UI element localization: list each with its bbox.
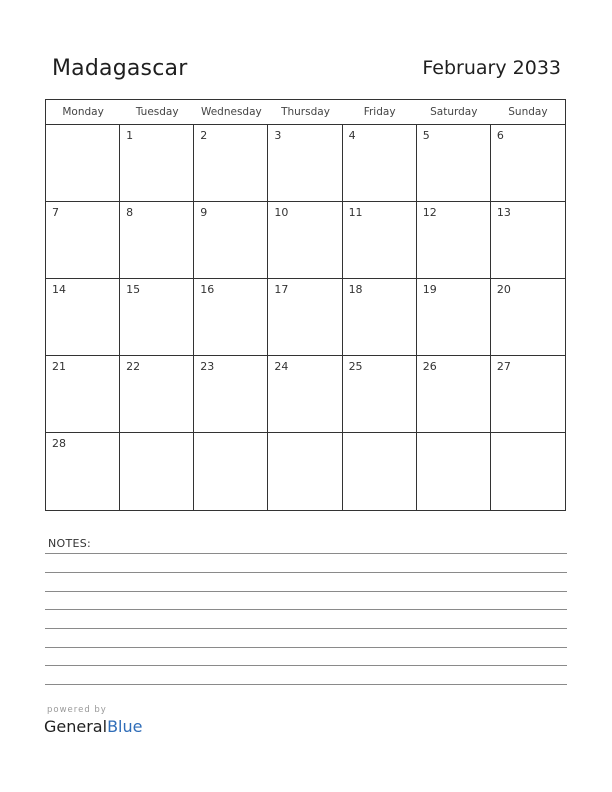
day-cell — [194, 125, 268, 202]
weekday-friday: Friday — [363, 106, 396, 118]
day-number: 20 — [496, 283, 511, 296]
day-number: 23 — [200, 360, 215, 373]
day-number: 1 — [126, 129, 134, 142]
day-cell — [120, 433, 194, 510]
day-cell — [417, 356, 491, 433]
note-line — [45, 684, 567, 685]
day-cell — [46, 202, 120, 279]
day-cell — [120, 279, 194, 356]
day-cell — [46, 433, 120, 510]
day-cell — [46, 279, 120, 356]
day-cell — [194, 356, 268, 433]
day-cell — [120, 356, 194, 433]
day-cell — [491, 202, 565, 279]
day-number: 26 — [422, 360, 437, 373]
day-number: 22 — [126, 360, 141, 373]
brand-blue: Blue — [107, 717, 143, 736]
day-cell — [46, 125, 120, 202]
notes-label: NOTES: — [48, 537, 92, 550]
day-cell — [343, 125, 417, 202]
day-number: 24 — [274, 360, 289, 373]
day-cell — [417, 279, 491, 356]
day-cell — [268, 202, 342, 279]
day-cell — [417, 433, 491, 510]
day-number: 21 — [52, 360, 66, 373]
day-number: 7 — [52, 206, 59, 219]
day-number: 12 — [422, 206, 437, 219]
note-line — [45, 628, 567, 629]
note-line — [45, 665, 567, 666]
day-number: 2 — [200, 129, 208, 142]
day-number: 28 — [52, 437, 66, 450]
note-line — [45, 553, 567, 554]
weekday-monday: Monday — [62, 106, 104, 118]
day-cell — [343, 356, 417, 433]
day-cell — [194, 279, 268, 356]
day-number: 8 — [126, 206, 134, 219]
note-line — [45, 591, 567, 592]
brand-general: General — [44, 717, 108, 736]
note-line — [45, 647, 567, 648]
day-number: 14 — [52, 283, 66, 296]
weekday-thursday: Thursday — [281, 106, 330, 118]
day-cell — [268, 433, 342, 510]
calendar-days — [46, 125, 565, 510]
weekday-wednesday: Wednesday — [200, 106, 262, 118]
note-line — [45, 572, 567, 573]
day-number: 19 — [422, 283, 437, 296]
powered-by-text: powered by — [47, 705, 107, 715]
day-cell — [417, 202, 491, 279]
day-number: 16 — [200, 283, 215, 296]
note-line — [45, 609, 567, 610]
weekday-tuesday: Tuesday — [135, 106, 179, 118]
generalblue-logo[interactable] — [44, 717, 142, 736]
day-cell — [491, 279, 565, 356]
day-cell — [491, 356, 565, 433]
day-number: 13 — [496, 206, 511, 219]
day-cell — [343, 279, 417, 356]
day-number: 3 — [274, 129, 282, 142]
day-cell — [268, 279, 342, 356]
day-number: 15 — [126, 283, 141, 296]
day-number: 27 — [496, 360, 511, 373]
day-number: 4 — [348, 129, 356, 142]
day-number: 5 — [422, 129, 430, 142]
day-cell — [491, 125, 565, 202]
day-cell — [46, 356, 120, 433]
country-title: Madagascar — [52, 56, 188, 81]
day-number: 17 — [274, 283, 289, 296]
day-cell — [343, 433, 417, 510]
day-number: 6 — [496, 129, 504, 142]
day-number: 10 — [274, 206, 289, 219]
day-cell — [491, 433, 565, 510]
day-number: 9 — [200, 206, 208, 219]
day-cell — [194, 433, 268, 510]
weekday-sunday: Sunday — [508, 106, 548, 118]
month-title: February 2033 — [422, 57, 561, 79]
day-number: 11 — [348, 206, 363, 219]
day-number: 18 — [348, 283, 363, 296]
weekday-saturday: Saturday — [430, 106, 478, 118]
day-cell — [194, 202, 268, 279]
day-number: 25 — [348, 360, 363, 373]
day-cell — [268, 125, 342, 202]
day-cell — [417, 125, 491, 202]
day-cell — [120, 202, 194, 279]
weekday-header — [46, 100, 565, 125]
day-cell — [343, 202, 417, 279]
day-cell — [120, 125, 194, 202]
day-cell — [268, 356, 342, 433]
calendar-grid — [45, 99, 566, 511]
